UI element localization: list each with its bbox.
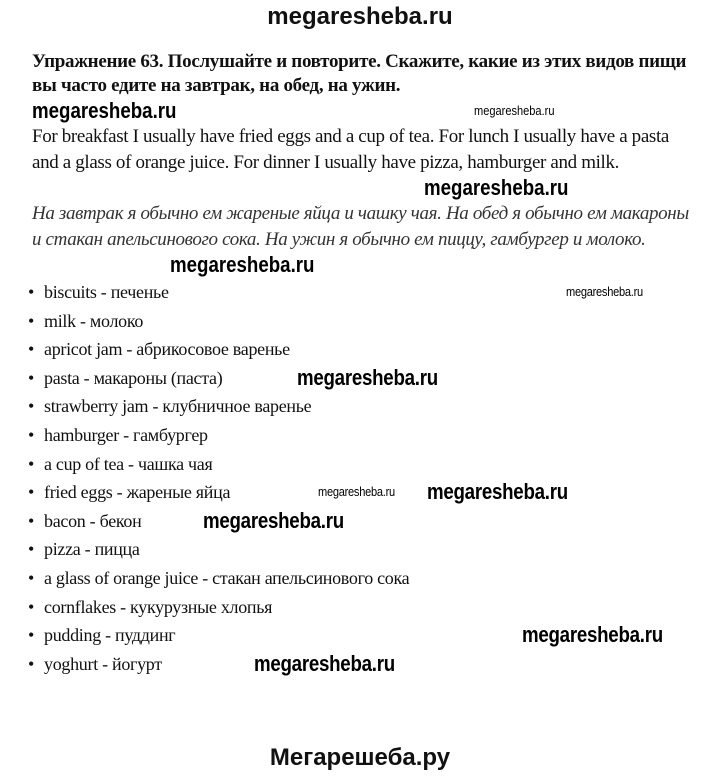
vocabulary-text: yoghurt - йогурт (44, 653, 162, 674)
watermark: megaresheba.ru (427, 479, 568, 505)
exercise-title: Упражнение 63. Послушайте и повторите. Скажите, какие из этих видов пищи вы часто едите на завтрак, на обед, на ужин. (32, 51, 687, 96)
bullet: • (28, 339, 35, 360)
watermark-row (32, 98, 702, 124)
vocabulary-item (28, 593, 702, 622)
vocabulary-item (28, 364, 702, 393)
vocabulary-item (28, 564, 702, 593)
russian-translation: На завтрак я обычно ем жареные яйца и чашку чая. На обед я обычно ем макароны и стакан апельсинового сока. На ужин я обычно ем пиццу, гамбургер и молоко. (32, 203, 689, 250)
vocabulary-text: apricot jam - абрикосовое варенье (44, 339, 290, 360)
watermark: megaresheba.ru (522, 622, 663, 648)
vocabulary-item (28, 421, 702, 450)
vocabulary-item (28, 507, 702, 536)
vocabulary-item (28, 535, 702, 564)
watermark: megaresheba.ru (566, 284, 643, 299)
vocabulary-item (28, 307, 702, 336)
bullet: • (28, 396, 35, 417)
vocabulary-item (28, 650, 702, 679)
bullet: • (28, 367, 35, 388)
vocabulary-item (28, 278, 702, 307)
vocabulary-item (28, 335, 702, 364)
vocabulary-text: biscuits - печенье (44, 282, 169, 302)
vocabulary-text: fried eggs - жареные яйца (44, 482, 231, 503)
vocabulary-text: pasta - макароны (паста) (44, 367, 223, 388)
bullet: • (28, 424, 35, 445)
vocabulary-text: strawberry jam - клубничное варенье (44, 396, 312, 417)
bullet: • (28, 567, 35, 588)
watermark: megaresheba.ru (297, 364, 438, 390)
bullet: • (28, 282, 35, 302)
vocabulary-text: pudding - пуддинг (44, 625, 176, 646)
vocabulary-text: bacon - бекон (44, 510, 142, 531)
vocabulary-text: cornflakes - кукурузные хлопья (44, 596, 273, 617)
vocabulary-item (28, 478, 702, 507)
watermark: megaresheba.ru (170, 252, 315, 277)
bullet: • (28, 453, 35, 474)
english-text: For breakfast I usually have fried eggs and a cup of tea. For lunch I usually have a pasta and a glass of orange juice. For dinner I usually have pizza, hamburger and milk. (32, 126, 669, 173)
watermark-row (32, 175, 702, 201)
watermark-row (32, 252, 702, 278)
bullet: • (28, 482, 35, 503)
header-watermark: megaresheba.ru (267, 3, 453, 30)
vocabulary-item (28, 392, 702, 421)
watermark: megaresheba.ru (424, 175, 569, 200)
bullet: • (28, 510, 35, 531)
vocabulary-item (28, 621, 702, 650)
bullet: • (28, 310, 35, 331)
vocabulary-text: hamburger - гамбургер (44, 424, 208, 445)
watermark: megaresheba.ru (318, 484, 395, 500)
vocabulary-list (28, 278, 702, 678)
vocabulary-text: milk - молоко (44, 310, 144, 331)
vocabulary-text: a glass of orange juice - стакан апельсинового сока (44, 567, 410, 588)
watermark: megaresheba.ru (254, 650, 395, 676)
vocabulary-text: pizza - пицца (44, 539, 140, 560)
bullet: • (28, 625, 35, 646)
watermark: megaresheba.ru (474, 103, 555, 118)
bullet: • (28, 596, 35, 617)
footer-watermark: Мегарешеба.ру (269, 744, 451, 771)
bullet: • (28, 653, 35, 674)
watermark: megaresheba.ru (203, 507, 344, 533)
watermark: megaresheba.ru (32, 98, 177, 123)
vocabulary-text: a cup of tea - чашка чая (44, 453, 213, 474)
content (28, 50, 702, 678)
bullet: • (28, 539, 35, 560)
vocabulary-item (28, 450, 702, 479)
